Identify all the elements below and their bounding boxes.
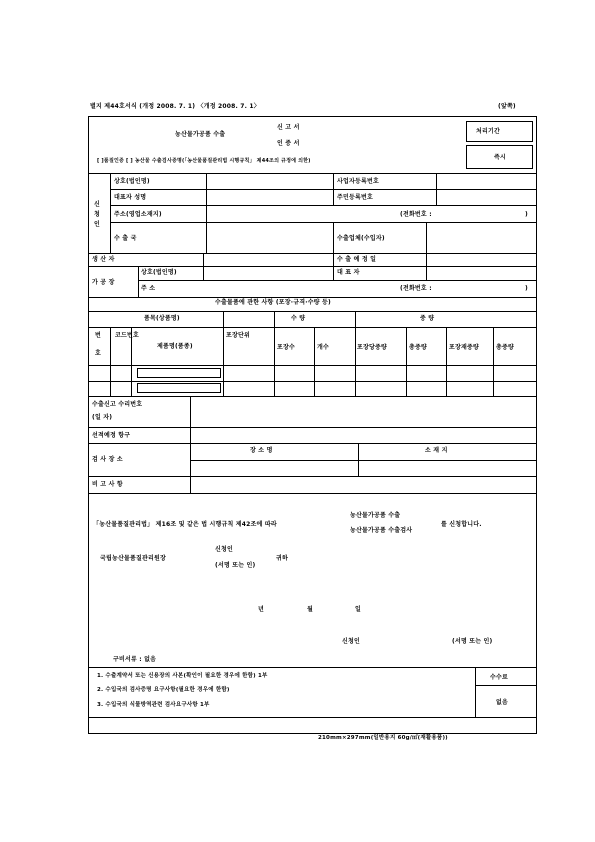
subcol-2: 포장당중량	[357, 344, 387, 351]
title-line1: 신 고 서	[277, 124, 300, 131]
page-side-label: (앞쪽)	[498, 103, 516, 110]
signer-label: 신청인	[342, 638, 360, 645]
factory-address-label: 주 소	[141, 285, 156, 292]
quantity-group-header: 수 량	[291, 315, 306, 322]
subcol-3: 총중량	[409, 344, 427, 351]
title-subline: [ ]품질인증 [ ] 농산물 수출검사증명(「농산물품질관리법 시행규칙」 제44조의 규정에 의한)	[97, 158, 311, 164]
factory-phone-close: )	[525, 285, 528, 292]
factory-name-label: 상호(법인명)	[141, 269, 177, 276]
form-number-header: 별지 제44호서식 (개정 2008. 7. 1) 〈개정 2008. 7. 1〉	[90, 103, 261, 110]
port-label: 선적예정 항구	[92, 432, 131, 439]
attachment-3: 3. 수입국의 식물방역관련 검사요구사항 1부	[97, 702, 210, 708]
business-number-label: 사업자등록번호	[337, 178, 379, 185]
packing-unit-header: 포장단위	[226, 332, 250, 339]
declaration-end: 를 신청합니다.	[441, 521, 482, 528]
title-line2: 인 증 서	[277, 140, 300, 147]
item-name-header: 제품명(품종)	[157, 343, 193, 350]
inspection-place-label: 검 사 장 소	[92, 456, 123, 463]
address-label: 주소(영업소재지)	[114, 211, 162, 218]
export-declaration-date-label: (일 자)	[92, 414, 113, 421]
subcol-4: 포장재중량	[449, 344, 479, 351]
fee-value: 없음	[496, 699, 508, 706]
declaration-option-b: 농산물가공품 수출검사	[350, 527, 413, 534]
number-header-1: 번	[95, 332, 101, 339]
applicant-side-label: 신 청 인	[94, 201, 100, 228]
product-name-header: 품목(상품명)	[144, 315, 180, 322]
place-name-header: 장 소 명	[250, 447, 273, 454]
applicant-line-a: 신청인	[215, 546, 233, 553]
code-entry-box-1[interactable]	[137, 368, 221, 378]
sign-mark: (서명 또는 인)	[452, 638, 493, 645]
date-year: 년	[258, 606, 264, 613]
representative-label: 대표자 성명	[114, 194, 147, 201]
factory-phone-label: (전화번호 :	[400, 285, 432, 292]
date-day: 일	[355, 606, 361, 613]
attachment-1: 1. 수출계약서 또는 신용장의 사본(확인이 필요한 경우에 한함) 1부	[97, 673, 268, 679]
weight-group-header: 중 량	[420, 315, 435, 322]
producer-label: 생 산 자	[92, 256, 115, 263]
subcol-5: 총중량	[496, 344, 514, 351]
importer-label: 수출업체(수입자)	[337, 235, 385, 242]
processing-period-label: 처리기간	[476, 128, 500, 135]
addressee-label: 국립농산물품질관리원장	[100, 555, 166, 562]
company-name-label: 상호(법인명)	[114, 178, 150, 185]
date-month: 월	[307, 606, 313, 613]
factory-representative-label: 대 표 자	[337, 269, 360, 276]
attachments-title: 구비서류 : 없음	[113, 656, 157, 663]
declaration-line1: 「농산물품질관리법」 제16조 및 같은 법 시행규칙 제42조에 따라	[93, 521, 277, 528]
paper-spec: 210mm×297mm(일반용지 60g/㎡(재활용품))	[318, 735, 448, 741]
goods-section-title: 수출물품에 관한 사항 (포장·규격·수량 등)	[215, 299, 331, 306]
title-label: 농산물가공품 수출	[175, 131, 226, 138]
applicant-line-b: (서명 또는 인)	[215, 562, 256, 569]
factory-side-label: 가 공 장	[92, 279, 115, 286]
subcol-0: 포장수	[277, 344, 295, 351]
addressee-suffix: 귀하	[276, 555, 288, 562]
phone-label: (전화번호 :	[400, 211, 432, 218]
export-declaration-label: 수출신고 수리번호	[92, 401, 143, 408]
declaration-option-a: 농산물가공품 수출	[350, 512, 401, 519]
code-header: 코드번호	[115, 332, 139, 339]
processing-period-value: 즉시	[494, 154, 506, 161]
phone-close: )	[525, 211, 528, 218]
fee-label: 수수료	[490, 674, 508, 681]
attachment-2: 2. 수입국의 검사증명 요구사항(필요한 경우에 한함)	[97, 687, 230, 693]
number-header-2: 호	[95, 350, 101, 357]
remarks-label: 비 고 사 항	[92, 481, 123, 488]
export-country-label: 수 출 국	[114, 235, 137, 242]
code-entry-box-2[interactable]	[137, 383, 221, 393]
export-date-label: 수 출 예 정 일	[337, 256, 377, 263]
resident-number-label: 주민등록번호	[337, 194, 373, 201]
subcol-1: 개수	[317, 344, 329, 351]
place-location-header: 소 재 지	[425, 447, 448, 454]
